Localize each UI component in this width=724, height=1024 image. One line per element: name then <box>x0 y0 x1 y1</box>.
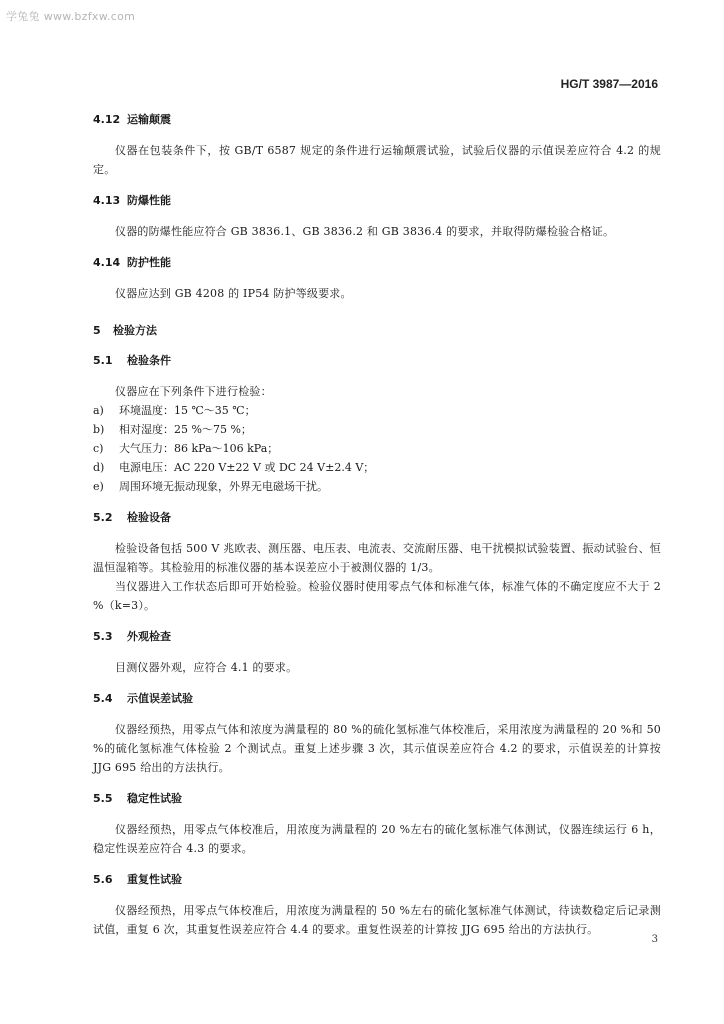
list-marker: b) <box>93 423 105 436</box>
section-title: 防护性能 <box>127 256 171 269</box>
section-5-1-intro: 仪器应在下列条件下进行检验： <box>115 385 272 398</box>
list-item <box>93 401 661 420</box>
section-title: 检验设备 <box>127 511 171 524</box>
section-5-2-text-2: 当仪器进入工作状态后即可开始检验。检验仪器时使用零点气体和标准气体，标准气体的不确定度应不大于 2 %（k=3）。 <box>93 580 661 612</box>
section-4-14-heading <box>93 255 661 271</box>
section-5-2-text-1: 检验设备包括 500 V 兆欧表、测压器、电压表、电流表、交流耐压器、电干扰模拟试验装置、振动试验台、恒温恒湿箱等。其检验用的标准仪器的基本误差应小于被测仪器的 1/3。 <box>93 542 661 574</box>
section-5-3-heading <box>93 629 661 645</box>
list-item-text: 周围环境无振动现象，外界无电磁场干扰。 <box>119 480 328 493</box>
document-body <box>93 112 661 939</box>
section-number: 4.14 <box>93 256 121 269</box>
list-marker: d) <box>93 461 105 474</box>
section-5-3-text: 目测仪器外观，应符合 4.1 的要求。 <box>115 661 298 674</box>
page-number: 3 <box>651 934 658 945</box>
section-title: 运输颠震 <box>127 113 171 126</box>
section-title: 示值误差试验 <box>127 692 193 705</box>
list-item <box>93 458 661 477</box>
section-5-4-text: 仪器经预热，用零点气体和浓度为满量程的 80 %的硫化氢标准气体校准后，采用浓度为满量程的 20 %和 50 %的硫化氢标准气体检验 2 个测试点。重复上述步骤 3 次，其示值误差应符合 4.2 的要求，示值误差的计算按 JJG 695 给出的方法执行。 <box>93 723 661 774</box>
section-number: 4.12 <box>93 113 121 126</box>
section-4-14-text: 仪器应达到 GB 4208 的 IP54 防护等级要求。 <box>115 287 352 300</box>
section-number: 5.1 <box>93 354 113 367</box>
section-title: 防爆性能 <box>127 194 171 207</box>
section-number: 5.6 <box>93 873 113 886</box>
list-item <box>93 420 661 439</box>
section-number: 5.2 <box>93 511 113 524</box>
section-5-2-heading <box>93 510 661 526</box>
section-5-heading <box>93 323 661 339</box>
standard-code-header: HG/T 3987—2016 <box>560 77 658 91</box>
watermark-text: 学兔兔 www.bzfxw.com <box>6 10 136 23</box>
section-title: 重复性试验 <box>127 873 182 886</box>
section-number: 5.4 <box>93 692 113 705</box>
section-5-6-text: 仪器经预热，用零点气体校准后，用浓度为满量程的 50 %左右的硫化氢标准气体测试，待读数稳定后记录测试值，重复 6 次，其重复性误差应符合 4.4 的要求。重复性误差的计算按 JJG 695 给出的方法执行。 <box>93 904 661 936</box>
section-5-6-heading <box>93 872 661 888</box>
section-title: 检验方法 <box>113 324 157 337</box>
list-item <box>93 439 661 458</box>
section-5-5-heading <box>93 791 661 807</box>
list-marker: e) <box>93 480 104 493</box>
list-item-text: 相对湿度：25 %～75 %； <box>119 423 252 436</box>
section-5-1-heading <box>93 353 661 369</box>
section-number: 5.5 <box>93 792 113 805</box>
list-marker: a) <box>93 404 104 417</box>
section-5-4-heading <box>93 691 661 707</box>
section-4-13-heading <box>93 193 661 209</box>
section-4-13-text: 仪器的防爆性能应符合 GB 3836.1、GB 3836.2 和 GB 3836.4 的要求，并取得防爆检验合格证。 <box>115 225 615 238</box>
section-5-5-text: 仪器经预热，用零点气体校准后，用浓度为满量程的 20 %左右的硫化氢标准气体测试，仪器连续运行 6 h，稳定性误差应符合 4.3 的要求。 <box>93 823 661 855</box>
list-item-text: 环境温度：15 ℃～35 ℃； <box>119 404 256 417</box>
section-title: 外观检查 <box>127 630 171 643</box>
section-4-12-heading <box>93 112 661 128</box>
section-4-12-text: 仪器在包装条件下，按 GB/T 6587 规定的条件进行运输颠震试验，试验后仪器的示值误差应符合 4.2 的规定。 <box>93 144 661 176</box>
list-item-text: 大气压力：86 kPa～106 kPa； <box>119 442 279 455</box>
section-title: 检验条件 <box>127 354 171 367</box>
list-item <box>93 477 661 496</box>
section-number: 5.3 <box>93 630 113 643</box>
section-number: 4.13 <box>93 194 121 207</box>
section-number: 5 <box>93 324 101 337</box>
section-title: 稳定性试验 <box>127 792 182 805</box>
list-marker: c) <box>93 442 104 455</box>
list-item-text: 电源电压：AC 220 V±22 V 或 DC 24 V±2.4 V； <box>119 461 375 474</box>
